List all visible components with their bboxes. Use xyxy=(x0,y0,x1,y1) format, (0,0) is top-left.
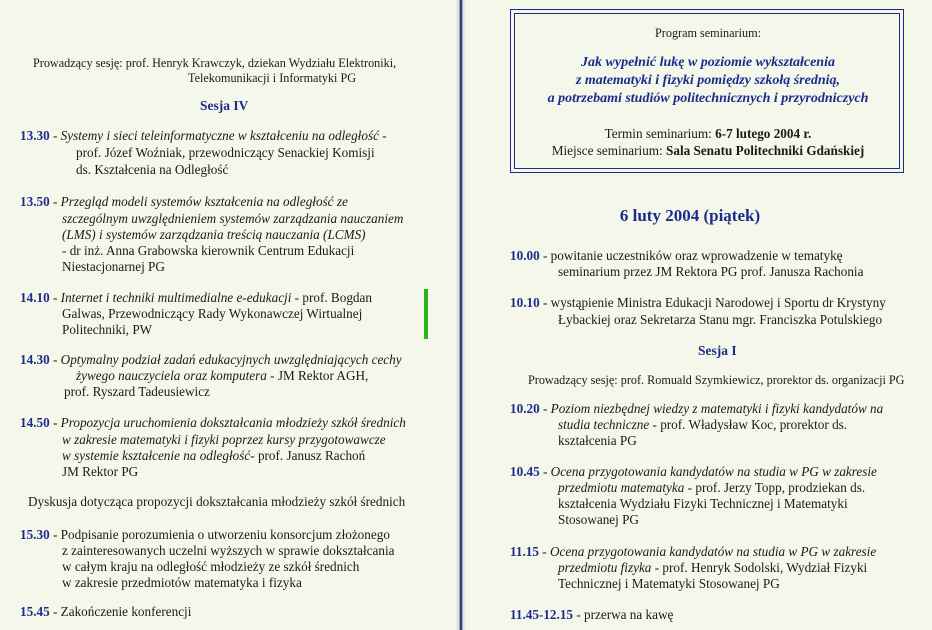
agenda-text: powitanie uczestników oraz wprowadzenie w tematykę xyxy=(550,248,843,263)
seminar-title-line3: a potrzebami studiów politechnicznych i przyrodniczych xyxy=(547,91,869,106)
agenda-speaker: ds. Kształcenia na Odległość xyxy=(76,162,229,177)
term-label: Termin seminarium: xyxy=(604,126,712,141)
agenda-item-1350: 13.50 - Przegląd modeli systemów kształcenia na odległość ze xyxy=(20,194,348,209)
agenda-time: 13.50 xyxy=(20,194,50,209)
left-page xyxy=(0,0,452,630)
place-value: Sala Senatu Politechniki Gdańskiej xyxy=(666,143,865,158)
agenda-title: Ocena przygotowania kandydatów na studia w PG w zakresie xyxy=(549,544,877,559)
term-value: 6-7 lutego 2004 r. xyxy=(715,126,812,141)
agenda-text: przerwa na kawę xyxy=(584,607,674,622)
agenda-time: 11.45-12.15 xyxy=(510,607,574,622)
agenda-item-1020: 10.20 - Poziom niezbędnej wiedzy z matematyki i fizyki kandydatów na xyxy=(510,401,884,416)
agenda-time: 14.50 xyxy=(20,415,50,430)
agenda-speaker: Technicznej i Matematyki Stosowanej PG xyxy=(558,576,780,591)
agenda-item-1430: 14.30 - Optymalny podział zadań edukacyjnych uwzględniających cechy xyxy=(20,352,402,367)
agenda-speaker: - prof. Janusz Rachoń xyxy=(250,448,366,463)
program-label: Program seminarium: xyxy=(655,26,761,40)
agenda-title: żywego nauczyciela oraz komputera xyxy=(76,368,267,383)
agenda-item-1410: 14.10 - Internet i techniki multimedialne e-edukacji - prof. Bogdan xyxy=(20,290,372,305)
session-iv-chair-line2: Telekomunikacji i Informatyki PG xyxy=(188,71,357,85)
agenda-line xyxy=(62,448,365,465)
agenda-speaker: JM Rektor PG xyxy=(62,464,139,479)
agenda-title: szczególnym uwzględnieniem systemów zarządzania nauczaniem xyxy=(62,211,404,226)
agenda-speaker: - dr inż. Anna Grabowska kierownik Centrum Edukacji xyxy=(62,243,355,258)
agenda-speaker: Galwas, Przewodniczący Rady Wykonawczej Wirtualnej xyxy=(62,306,363,321)
agenda-item-1530: 15.30 - Podpisanie porozumienia o utworzeniu konsorcjum złożonego xyxy=(20,527,390,542)
agenda-time: 10.10 xyxy=(510,295,540,310)
agenda-text: seminarium przez JM Rektora PG prof. Janusza Rachonia xyxy=(558,264,864,279)
agenda-speaker: kształcenia PG xyxy=(558,433,637,448)
agenda-line xyxy=(558,480,865,497)
agenda-speaker: Stosowanej PG xyxy=(558,512,639,527)
agenda-speaker: - prof. Jerzy Topp, prodziekan ds. xyxy=(687,480,866,495)
agenda-item-1330: 13.30 - Systemy i sieci teleinformatyczne w kształceniu na odległość - xyxy=(20,128,387,143)
agenda-time: 15.30 xyxy=(20,527,50,542)
highlight-bar xyxy=(424,289,428,339)
agenda-speaker: kształcenia Wydziału Fizyki Technicznej i Matematyki xyxy=(558,496,848,511)
agenda-title: (LMS) i systemów zarządzania treścią nauczania (LCMS) xyxy=(62,227,366,242)
right-page xyxy=(470,0,932,630)
agenda-speaker: - prof. Henryk Sodolski, Wydział Fizyki xyxy=(654,560,868,575)
agenda-speaker: - JM Rektor AGH, xyxy=(270,368,369,383)
agenda-text: Łybackiej oraz Sekretarza Stanu mgr. Franciszka Potulskiego xyxy=(558,312,883,327)
agenda-item-1010: 10.10 - wystąpienie Ministra Edukacji Narodowej i Sportu dr Krystyny xyxy=(510,295,886,310)
agenda-item-1145: 11.45-12.15 - przerwa na kawę xyxy=(510,607,674,622)
session-i-chair: Prowadzący sesję: prof. Romuald Szymkiewicz, prorektor ds. organizacji PG xyxy=(528,373,905,387)
seminar-title-line2: z matematyki i fizyki pomiędzy szkołą średnią, xyxy=(575,73,841,88)
agenda-title: Internet i techniki multimedialne e-edukacji xyxy=(60,290,292,305)
seminar-place xyxy=(511,143,905,160)
agenda-speaker: prof. Józef Woźniak, przewodniczący Senackiej Komisji xyxy=(76,145,375,160)
agenda-title: Przegląd modeli systemów kształcenia na odległość ze xyxy=(60,194,348,209)
agenda-item-1045: 10.45 - Ocena przygotowania kandydatów na studia w PG w zakresie xyxy=(510,464,877,479)
agenda-time: 10.20 xyxy=(510,401,540,416)
page-fold-divider xyxy=(456,0,466,630)
agenda-text: Podpisanie porozumienia o utworzeniu konsorcjum złożonego xyxy=(60,527,390,542)
agenda-time: 11.15 xyxy=(510,544,539,559)
agenda-title: Systemy i sieci teleinformatyczne w kształceniu na odległość xyxy=(60,128,379,143)
agenda-title: Ocena przygotowania kandydatów na studia w PG w zakresie xyxy=(550,464,877,479)
seminar-term xyxy=(511,126,905,143)
agenda-text: Zakończenie konferencji xyxy=(60,604,192,619)
discussion-line: Dyskusja dotycząca propozycji dokształcania młodzieży szkół średnich xyxy=(28,494,406,509)
agenda-time: 13.30 xyxy=(20,128,50,143)
agenda-speaker: Niestacjonarnej PG xyxy=(62,259,165,274)
seminar-title-box xyxy=(510,9,904,173)
session-i-heading: Sesja I xyxy=(698,343,737,358)
place-label: Miejsce seminarium: xyxy=(551,143,663,158)
agenda-text: wystąpienie Ministra Edukacji Narodowej i Sportu dr Krystyny xyxy=(550,295,886,310)
seminar-title-line1: Jak wypełnić lukę w poziomie wykształcenia xyxy=(581,55,835,70)
agenda-speaker: - prof. Bogdan xyxy=(294,290,372,305)
agenda-line xyxy=(558,417,847,434)
session-iv-heading: Sesja IV xyxy=(200,98,249,113)
agenda-time: 14.10 xyxy=(20,290,50,305)
agenda-item-1450: 14.50 - Propozycja uruchomienia dokształcania młodzieży szkół średnich xyxy=(20,415,406,430)
agenda-text: z zainteresowanych uczelni wyższych w sprawie dokształcania xyxy=(62,543,395,558)
agenda-title: Poziom niezbędnej wiedzy z matematyki i fizyki kandydatów na xyxy=(550,401,884,416)
session-iv-chair-line1: Prowadzący sesję: prof. Henryk Krawczyk, dziekan Wydziału Elektroniki, xyxy=(33,56,397,70)
agenda-title: przedmiotu matematyka xyxy=(558,480,685,495)
agenda-title: w zakresie matematyki i fizyki poprzez kursy przygotowawcze xyxy=(62,432,386,447)
agenda-speaker: - prof. Władysław Koc, prorektor ds. xyxy=(652,417,848,432)
agenda-time: 10.45 xyxy=(510,464,540,479)
agenda-title: studia techniczne xyxy=(558,417,650,432)
agenda-title: w systemie kształcenie na odległość xyxy=(62,448,251,463)
agenda-title: przedmiotu fizyka xyxy=(558,560,652,575)
agenda-line xyxy=(76,368,368,385)
agenda-text: w całym kraju na odległość młodzieży ze szkół średnich xyxy=(62,559,360,574)
agenda-text: w zakresie przedmiotów matematyka i fizyka xyxy=(62,575,302,590)
agenda-item-1000: 10.00 - powitanie uczestników oraz wprowadzenie w tematykę xyxy=(510,248,843,263)
agenda-time: 14.30 xyxy=(20,352,50,367)
agenda-title: Propozycja uruchomienia dokształcania młodzieży szkół średnich xyxy=(60,415,406,430)
agenda-item-1545: 15.45 - Zakończenie konferencji xyxy=(20,604,192,619)
agenda-title: Optymalny podział zadań edukacyjnych uwzględniających cechy xyxy=(60,352,402,367)
agenda-time: 10.00 xyxy=(510,248,540,263)
agenda-item-1115: 11.15 - Ocena przygotowania kandydatów na studia w PG w zakresie xyxy=(510,544,877,559)
agenda-speaker: Politechniki, PW xyxy=(62,322,153,337)
agenda-time: 15.45 xyxy=(20,604,50,619)
day-heading: 6 luty 2004 (piątek) xyxy=(619,206,761,225)
agenda-speaker: prof. Ryszard Tadeusiewicz xyxy=(64,384,210,399)
agenda-line xyxy=(558,560,867,577)
